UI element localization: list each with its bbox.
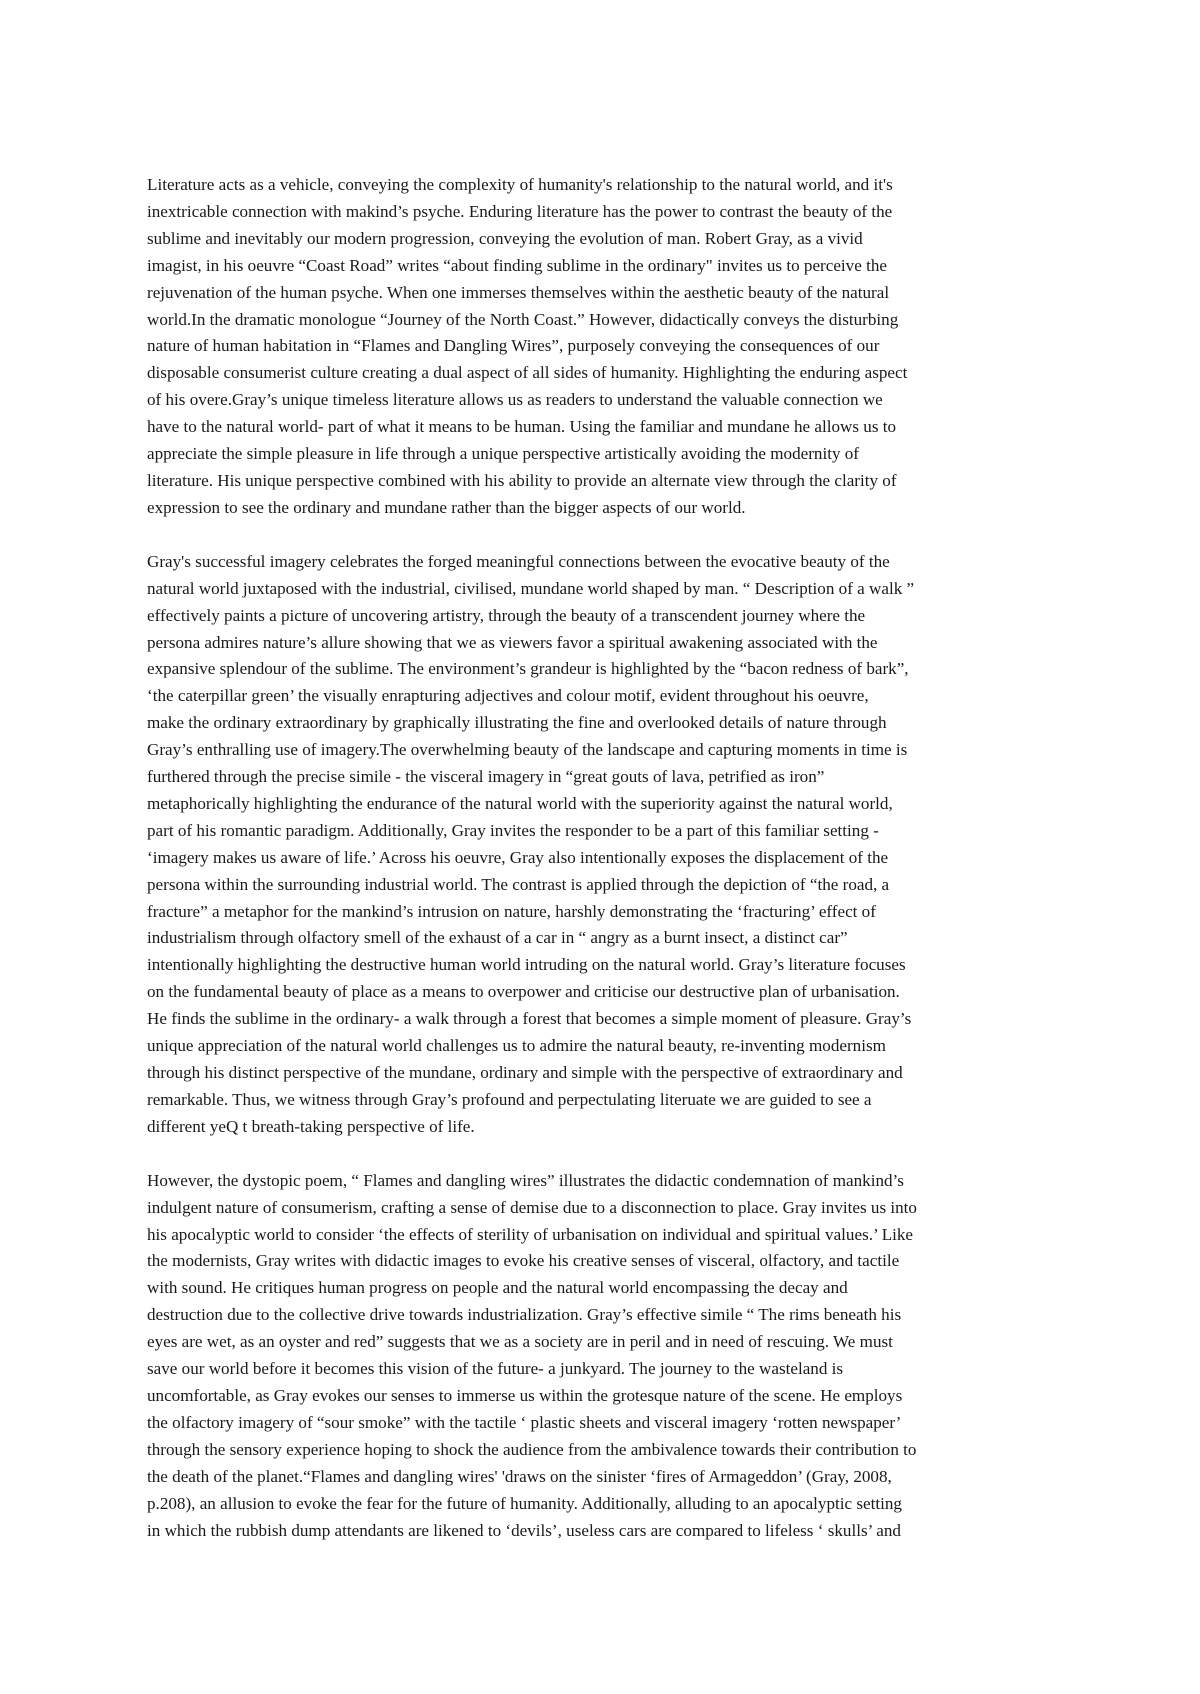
paragraph-line: However, the dystopic poem, “ Flames and dangling wires” illustrates the didactic condemnation of mankind’s [147,1170,904,1190]
paragraph-line: p.208), an allusion to evoke the fear for the future of humanity. Additionally, alluding to an apocalyptic setting [147,1493,902,1513]
paragraph-line: persona admires nature’s allure showing that we as viewers favor a spiritual awakening associated with the [147,632,878,652]
paragraph-line: Gray’s enthralling use of imagery.The overwhelming beauty of the landscape and capturing moments in time is [147,740,908,760]
paragraph-line: his apocalyptic world to consider ‘the effects of sterility of urbanisation on individual and spiritual values.’ Like [147,1224,914,1244]
paragraph-line: expression to see the ordinary and mundane rather than the bigger aspects of our world. [147,497,746,517]
paragraph-line: the modernists, Gray writes with didactic images to evoke his creative senses of visceral, olfactory, and tactile [147,1251,900,1271]
paragraph-line: ‘the caterpillar green’ the visually enrapturing adjectives and colour motif, evident throughout his oeuvre, [147,686,869,706]
paragraph-line: through the sensory experience hoping to shock the audience from the ambivalence towards their contribution to [147,1439,917,1459]
paragraph-line: different yeQ t breath-taking perspective of life. [147,1116,475,1136]
paragraph-line: persona within the surrounding industrial world. The contrast is applied through the depiction of “the road, a [147,874,890,894]
paragraph-line: inextricable connection with makind’s psyche. Enduring literature has the power to contrast the beauty of the [147,201,893,221]
paragraph-line: ‘imagery makes us aware of life.’ Across his oeuvre, Gray also intentionally exposes the displacement of the [147,847,889,867]
paragraph-line: have to the natural world- part of what it means to be human. Using the familiar and mundane he allows us to [147,417,897,437]
paragraph-line: remarkable. Thus, we witness through Gray’s profound and perpectulating literuate we are guided to see a [147,1089,872,1109]
paragraph-line: metaphorically highlighting the endurance of the natural world with the superiority against the natural world, [147,793,893,813]
paragraph-1 [147,172,1067,522]
paragraph-line: expansive splendour of the sublime. The environment’s grandeur is highlighted by the “bacon redness of bark”, [147,659,909,679]
paragraph-line: industrialism through olfactory smell of the exhaust of a car in “ angry as a burnt insect, a distinct car” [147,928,848,948]
paragraph-3 [147,1168,1067,1545]
paragraph-line: world.In the dramatic monologue “Journey of the North Coast.” However, didactically conveys the disturbing [147,309,899,329]
document-page [147,172,1067,1571]
paragraph-line: natural world juxtaposed with the industrial, civilised, mundane world shaped by man. “ Description of a walk ” [147,578,915,598]
paragraph-line: uncomfortable, as Gray evokes our senses to immerse us within the grotesque nature of the scene. He employs [147,1385,903,1405]
paragraph-line: intentionally highlighting the destructive human world intruding on the natural world. Gray’s literature focuses [147,955,906,975]
paragraph-line: the death of the planet.“Flames and dangling wires' 'draws on the sinister ‘fires of Armageddon’ (Gray, 2008, [147,1466,892,1486]
paragraph-line: appreciate the simple pleasure in life through a unique perspective artistically avoiding the modernity of [147,444,860,464]
paragraph-line: with sound. He critiques human progress on people and the natural world encompassing the decay and [147,1278,848,1298]
paragraph-line: He finds the sublime in the ordinary- a walk through a forest that becomes a simple moment of pleasure. Gray’s [147,1009,912,1029]
paragraph-line: fracture” a metaphor for the mankind’s intrusion on nature, harshly demonstrating the ‘fracturing’ effect of [147,901,876,921]
paragraph-line: disposable consumerist culture creating a dual aspect of all sides of humanity. Highlighting the enduring aspect [147,363,908,383]
paragraph-line: through his distinct perspective of the mundane, ordinary and simple with the perspective of extraordinary and [147,1063,903,1082]
paragraph-line: rejuvenation of the human psyche. When one immerses themselves within the aesthetic beauty of the natural [147,282,890,302]
paragraph-line: destruction due to the collective drive towards industrialization. Gray’s effective simile “ The rims beneath his [147,1305,902,1325]
paragraph-line: on the fundamental beauty of place as a means to overpower and criticise our destructive plan of urbanisation. [147,982,900,1002]
paragraph-line: of his overe.Gray’s unique timeless literature allows us as readers to understand the valuable connection we [147,390,883,410]
paragraph-line: eyes are wet, as an oyster and red” suggests that we as a society are in peril and in need of rescuing. We must [147,1332,893,1352]
paragraph-line: the olfactory imagery of “sour smoke” with the tactile ‘ plastic sheets and visceral imagery ‘rotten newspaper’ [147,1412,902,1432]
paragraph-line: unique appreciation of the natural world challenges us to admire the natural beauty, re-inventing modernism [147,1036,886,1056]
paragraph-line: Gray's successful imagery celebrates the forged meaningful connections between the evocative beauty of the [147,551,890,571]
paragraph-line: nature of human habitation in “Flames and Dangling Wires”, purposely conveying the consequences of our [147,336,880,356]
paragraph-line: effectively paints a picture of uncovering artistry, through the beauty of a transcendent journey where the [147,605,866,625]
paragraph-line: furthered through the precise simile - the visceral imagery in “great gouts of lava, petrified as iron” [147,767,825,787]
paragraph-line: in which the rubbish dump attendants are likened to ‘devils’, useless cars are compared to lifeless ‘ skulls’ and [147,1520,901,1540]
paragraph-2 [147,549,1067,1141]
paragraph-line: save our world before it becomes this vision of the future- a junkyard. The journey to the wasteland is [147,1359,844,1379]
paragraph-line: make the ordinary extraordinary by graphically illustrating the fine and overlooked details of nature through [147,713,887,733]
paragraph-line: literature. His unique perspective combined with his ability to provide an alternate view through the clarity of [147,470,897,490]
paragraph-line: part of his romantic paradigm. Additionally, Gray invites the responder to be a part of this familiar setting - [147,820,879,840]
paragraph-line: imagist, in his oeuvre “Coast Road” writes “about finding sublime in the ordinary" invites us to perceive the [147,255,887,275]
paragraph-line: indulgent nature of consumerism, crafting a sense of demise due to a disconnection to place. Gray invites us into [147,1197,917,1217]
paragraph-line: sublime and inevitably our modern progression, conveying the evolution of man. Robert Gray, as a vivid [147,228,863,248]
paragraph-line: Literature acts as a vehicle, conveying the complexity of humanity's relationship to the natural world, and it's [147,175,893,194]
